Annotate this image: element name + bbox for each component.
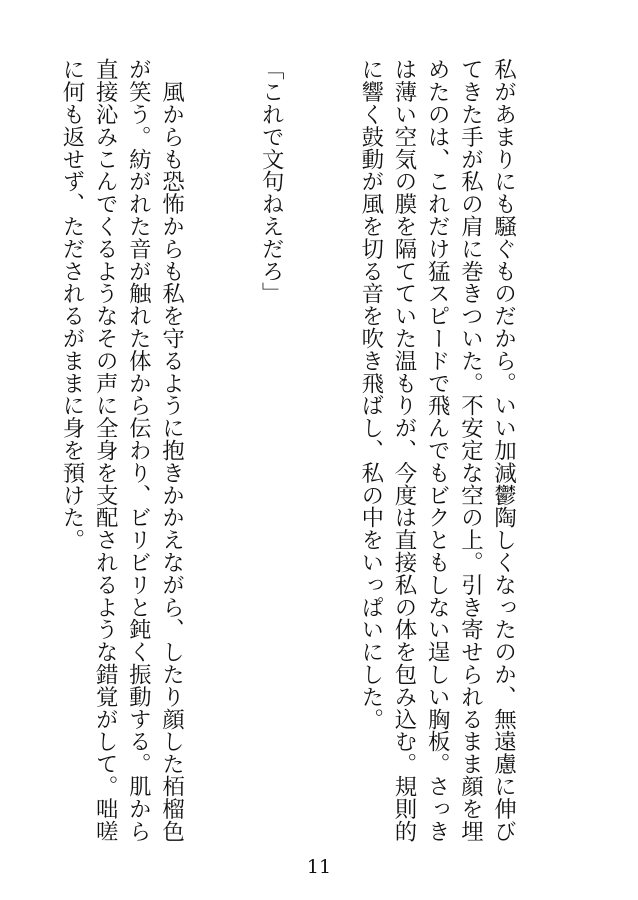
paragraph-3: 風からも恐怖からも私を守るように抱きかかえながら、したり顔した栢榴色が笑う。紡がれた音が触れた体から伝わり、ビリビリと鈍く振動する。肌から直接沁みこんでくるようなその声に全身を支配されるような錯覚がして。咄嗟に何も返せず、ただされるがままに身を預けた。 <box>58 58 185 842</box>
paragraph-dialogue: 「これで文句ねえだろ」 <box>258 58 285 305</box>
page-number: 11 <box>306 856 332 878</box>
vertical-body-text <box>46 58 586 848</box>
paragraph-1: 私があまりにも騒ぐものだから。いい加減鬱陶しくなったのか、無遠慮に伸びてきた手が私の肩に巻きついた。不安定な空の上。引き寄せられるまま顔を埋めたのは、これだけ猛スピードで飛んでもビクともしない逞しい胸板。さっきは薄い空気の膜を隔てていた温もりが、今度は直接私の体を包み込む。規則的に響く鼓動が風を切る音を吹き飛ばし、私の中をいっぱいにした。 <box>357 58 517 842</box>
